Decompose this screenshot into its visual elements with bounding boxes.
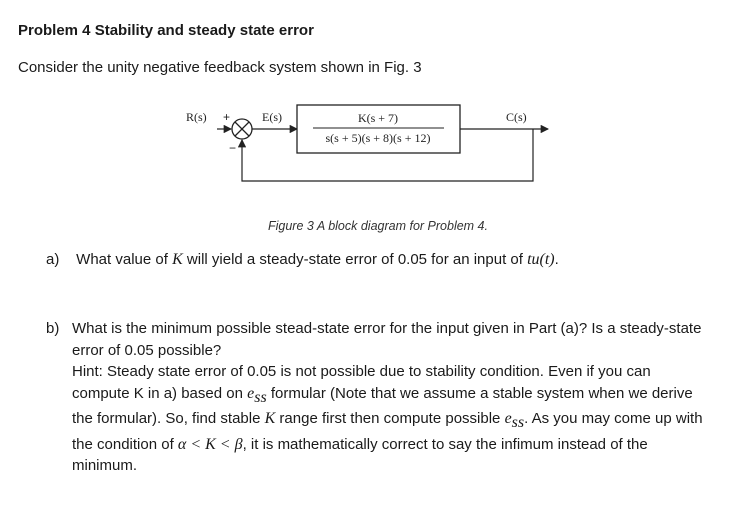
hint-line-3: the formular). So, find stable K range first then compute possible $e_{ss}$. As you may come up with bbox=[72, 410, 703, 431]
part-b-text bbox=[72, 318, 732, 477]
minus-sign: − bbox=[229, 141, 237, 155]
part-a-text: What value of K will yield a steady-state error of 0.05 for an input of tu(t). bbox=[76, 251, 559, 268]
hint-line-5: minimum. bbox=[72, 457, 138, 474]
hint-line-1: Hint: Steady state error of 0.05 is not possible due to stability condition. Even if you can bbox=[72, 363, 651, 380]
figure-caption: Figure 3 A block diagram for Problem 4. bbox=[267, 219, 488, 233]
output-label: C(s) bbox=[506, 110, 527, 124]
part-a-label: a) bbox=[46, 251, 60, 268]
input-label: R(s) bbox=[186, 110, 207, 124]
part-b-question-line-1: What is the minimum possible stead-state error for the input given in Part (a)? Is a steady-state bbox=[72, 320, 702, 337]
hint-line-2: compute K in a) based on $e_{ss}$ formular (Note that we assume a stable system when we derive bbox=[72, 384, 693, 406]
block-diagram bbox=[150, 95, 570, 187]
problem-title: Problem 4 Stability and steady state error bbox=[18, 22, 314, 39]
part-b-question-line-2: error of 0.05 possible? bbox=[72, 341, 222, 359]
error-label: E(s) bbox=[262, 110, 282, 124]
plus-sign: + bbox=[223, 110, 231, 124]
tf-denominator: s(s + 5)(s + 8)(s + 12) bbox=[325, 131, 431, 145]
hint-line-4: the condition of α < K < β, it is mathematically correct to say the infimum instead of the bbox=[72, 435, 648, 453]
summing-junction bbox=[232, 119, 252, 139]
problem-intro: Consider the unity negative feedback system shown in Fig. 3 bbox=[18, 59, 422, 76]
part-b-label: b) bbox=[46, 320, 60, 337]
tf-numerator: K(s + 7) bbox=[357, 111, 399, 125]
part-a bbox=[46, 251, 559, 269]
